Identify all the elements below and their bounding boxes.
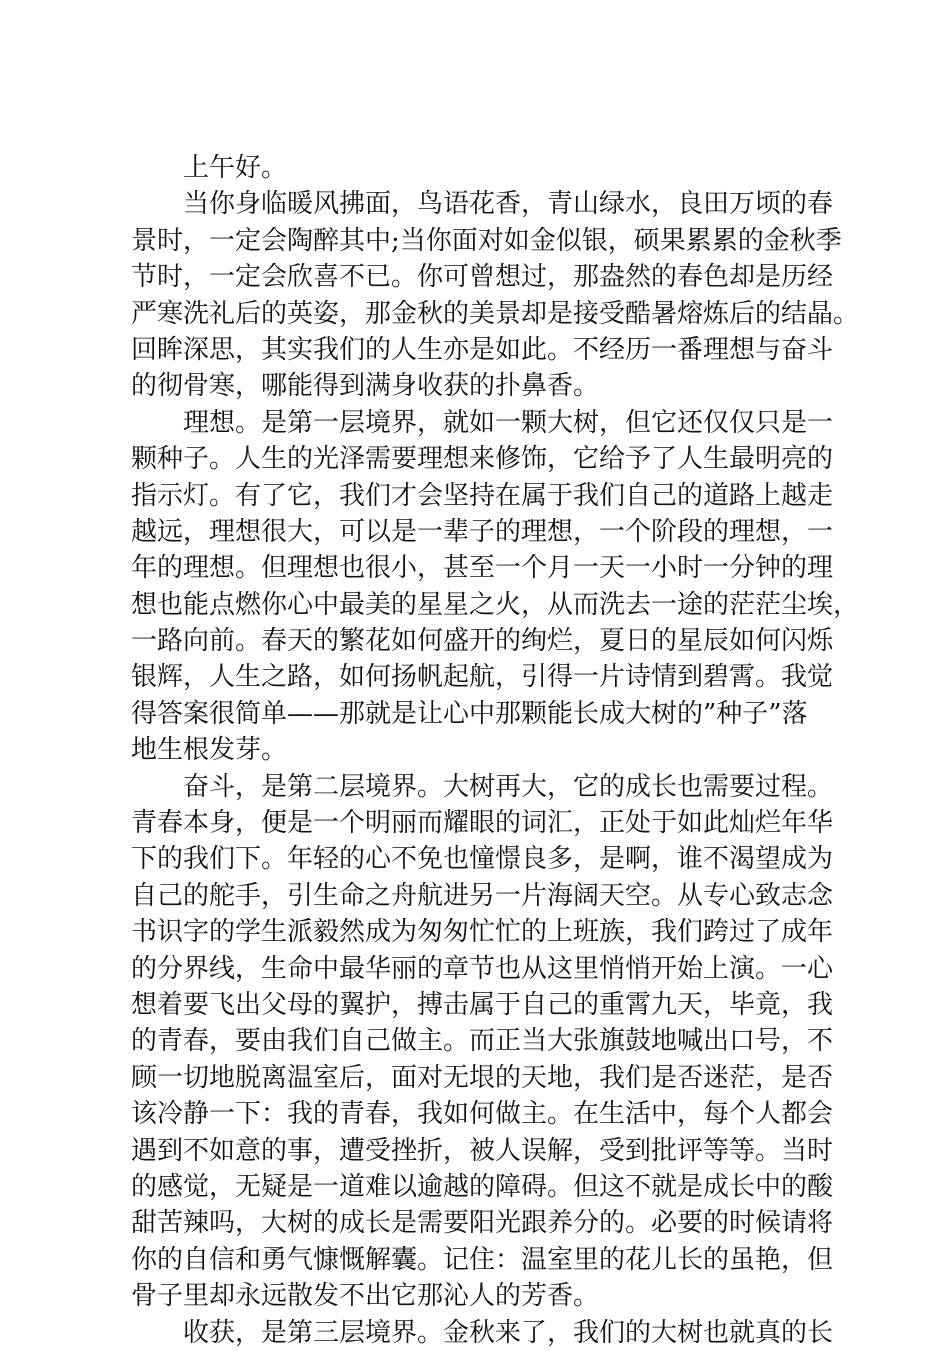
paragraph-3-line: 遇到不如意的事，遭受挫折，被人误解，受到批评等等。当时: [131, 1135, 834, 1166]
paragraph-2-line: 理想。是第一层境界，就如一颗大树，但它还仅仅只是一: [183, 407, 834, 438]
paragraph-3-line: 的感觉，无疑是一道难以逾越的障碍。但这不就是成长中的酸: [131, 1171, 834, 1202]
paragraph-3-line: 青春本身，便是一个明丽而耀眼的词汇，正处于如此灿烂年华: [131, 808, 834, 839]
paragraph-3-line: 该冷静一下：我的青春，我如何做主。在生活中，每个人都会: [131, 1099, 834, 1130]
paragraph-2-line: 年的理想。但理想也很小，甚至一个月一天一小时一分钟的理: [131, 553, 834, 584]
paragraph-2-line: 银辉，人生之路，如何扬帆起航，引得一片诗情到碧霄。我觉: [131, 662, 834, 693]
paragraph-4-line: 收获，是第三层境界。金秋来了，我们的大树也就真的长: [183, 1317, 834, 1348]
paragraph-3-line: 下的我们下。年轻的心不免也憧憬良多，是啊，谁不渴望成为: [131, 844, 834, 875]
paragraph-3-line: 顾一切地脱离温室后，面对无垠的天地，我们是否迷茫，是否: [131, 1062, 834, 1093]
paragraph-3-line: 的青春，要由我们自己做主。而正当大张旗鼓地喊出口号，不: [131, 1026, 834, 1057]
paragraph-3-line: 书识字的学生派毅然成为匆匆忙忙的上班族，我们跨过了成年: [131, 917, 834, 948]
paragraph-3-line: 自己的舵手，引生命之舟航进另一片海阔天空。从专心致志念: [131, 880, 834, 911]
paragraph-2-line: 一路向前。春天的繁花如何盛开的绚烂，夏日的星辰如何闪烁: [131, 626, 834, 657]
paragraph-1-line: 当你身临暖风拂面，鸟语花香，青山绿水，良田万顷的春: [183, 189, 834, 220]
paragraph-2-line: 颗种子。人生的光泽需要理想来修饰，它给予了人生最明亮的: [131, 444, 834, 475]
paragraph-2-line: 指示灯。有了它，我们才会坚持在属于我们自己的道路上越走: [131, 480, 834, 511]
paragraph-1-line: 的彻骨寒，哪能得到满身收获的扑鼻香。: [131, 371, 600, 402]
paragraph-1-line: 节时，一定会欣喜不已。你可曾想过，那盎然的春色却是历经: [131, 262, 834, 293]
paragraph-2-line: 地生根发芽。: [131, 735, 288, 766]
paragraph-1-line: 回眸深思，其实我们的人生亦是如此。不经历一番理想与奋斗: [131, 334, 834, 365]
paragraph-1-line: 景时，一定会陶醉其中;当你面对如金似银，硕果累累的金秋季: [131, 225, 842, 256]
paragraph-3-line: 的分界线，生命中最华丽的章节也从这里悄悄开始上演。一心: [131, 953, 834, 984]
greeting-line: 上午好。: [183, 153, 288, 183]
paragraph-3-line: 甜苦辣吗，大树的成长是需要阳光跟养分的。必要的时候请将: [131, 1208, 834, 1239]
paragraph-3-line: 骨子里却永远散发不出它那沁人的芳香。: [131, 1281, 600, 1312]
paragraph-3-line: 你的自信和勇气慷慨解囊。记住：温室里的花儿长的虽艳，但: [131, 1244, 834, 1275]
paragraph-2-line: 得答案很简单——那就是让心中那颗能长成大树的”种子”落: [131, 698, 808, 729]
paragraph-3-line: 想着要飞出父母的翼护，搏击属于自己的重霄九天，毕竟，我: [131, 989, 834, 1020]
paragraph-1-line: 严寒洗礼后的英姿，那金秋的美景却是接受酷暑熔炼后的结晶。: [131, 298, 860, 329]
paragraph-2-line: 越远，理想很大，可以是一辈子的理想，一个阶段的理想，一: [131, 516, 834, 547]
paragraph-2-line: 想也能点燃你心中最美的星星之火，从而洗去一途的茫茫尘埃，: [131, 589, 860, 620]
paragraph-3-line: 奋斗，是第二层境界。大树再大，它的成长也需要过程。: [183, 771, 834, 802]
speech-text: [131, 150, 860, 1351]
